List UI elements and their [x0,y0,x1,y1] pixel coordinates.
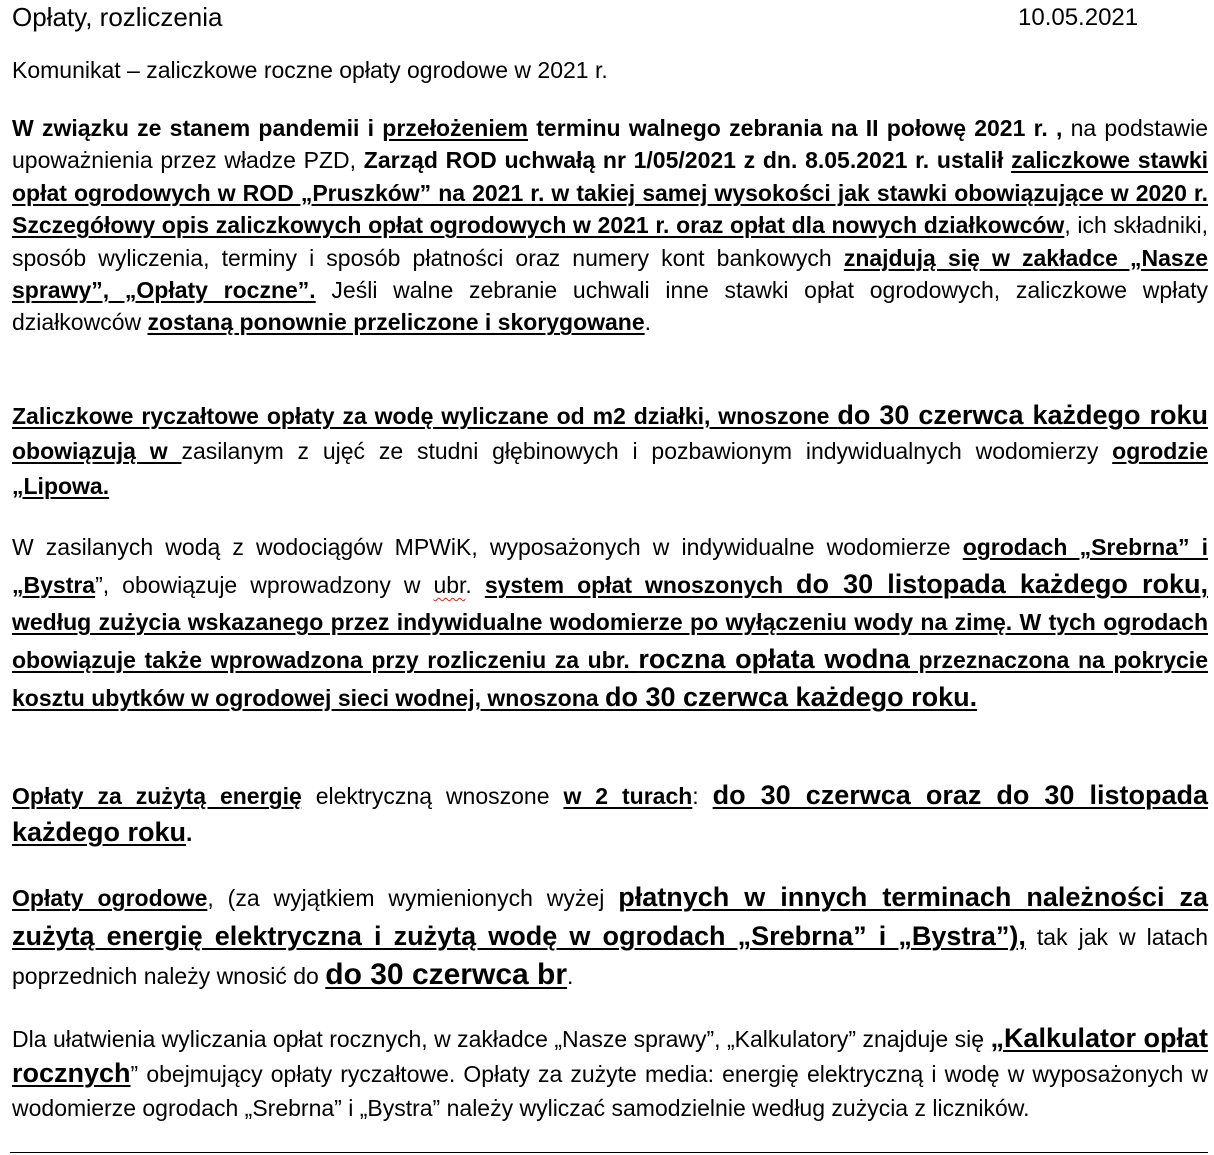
text-run: Jeśli walne zebranie uchwali inne stawki opłat ogrodowych, zaliczkowe wpłaty działkowców [12,277,1209,336]
text-run: . [567,963,574,989]
text-run: ”, obowiązuje wprowadzony w [95,572,434,598]
text-run: elektryczną wnoszone [301,783,564,809]
announcement-subtitle: Komunikat – zaliczkowe roczne opłaty ogrodowe w 2021 r. [12,57,608,83]
paragraph-water-lipowa [12,398,1208,504]
text-run: do 30 czerwca br [325,958,568,991]
text-run: W związku ze stanem pandemii i [12,115,383,141]
text-run: Opłaty za zużytą energię [12,783,302,809]
paragraph-garden-fees [12,878,1208,995]
text-run: Zarząd ROD uchwałą nr 1/05/2021 z dn. 8.05.2021 r. ustalił [363,147,1004,174]
text-run: zostaną ponownie przeliczone i skorygowane [147,309,645,336]
text-run: do 30 czerwca każdego roku. [604,682,978,712]
publication-date: 10.05.2021 [1018,4,1139,31]
text-run: w 2 turach [563,783,693,809]
text-run: : [692,783,713,809]
text-run: ogrodzie „Lipowa. [12,438,1209,499]
paragraph-pandemic-rates [12,112,1208,339]
text-run: system opłat wnoszonych [484,572,797,598]
paragraph-calculator [12,1021,1208,1125]
text-run: według zużycia wskazanego przez indywidualne wodomierze po wyłączeniu wody na zimę. W tych ogrodach obowiązuje także wprowadzona przy rozliczeniu za ubr. [12,609,1208,673]
text-run: znajdują się w zakładce „Nasze sprawy”, „Opłaty roczne”. [12,244,1208,304]
text-run: do 30 listopada każdego roku, [796,569,1208,599]
text-run: W zasilanych wodą z wodociągów MPWiK, wyposażonych w indywidualne wodomierze [12,534,963,560]
paragraph-electricity [12,777,1208,851]
paragraph-water-srebrna-bystra [12,529,1208,717]
page-title: Opłaty, rozliczenia [12,2,223,32]
text-run: na podstawie upoważnienia przez władze PZD, [12,115,1209,174]
text-run: ” obejmujący opłaty ryczałtowe. Opłaty za zużyte media: energię elektryczną i wodę w wyposażonych w wodomierze ogrodach „Srebrna” i „Bystra” należy wyliczać samodzielnie według zużycia z liczników. [12,1061,1208,1121]
text-run: przełożeniem [382,115,528,141]
text-run: tak jak w latach poprzednich należy wnosić do [12,924,1208,989]
text-run: . [186,820,193,846]
text-run: zaliczkowe stawki opłat ogrodowych w ROD „Pruszków” na 2021 r. w takiej samej wysokości jak stawki obowiązujące w 2020 r. Szczegółowy opis zaliczkowych opłat ogrodowych w 2021 r. oraz opłat dla nowych działkowców [12,147,1209,239]
text-run: Opłaty ogrodowe [12,885,208,911]
text-run: obowiązują w [12,438,182,464]
text-run: „Kalkulator opłat rocznych [12,1023,1209,1088]
text-run: zasilanym z ujęć ze studni głębinowych i pozbawionym indywidualnych wodomierzy [181,438,1113,464]
page-bottom-border [10,1152,1208,1153]
text-run: terminu walnego zebrania na II połowę 2021 r. , [528,115,1063,141]
text-run: do 30 czerwca oraz do 30 listopada każdego roku [12,780,1209,847]
text-run: ogrodach „Srebrna” i „Bystra [12,534,1209,598]
text-run: . [465,572,485,598]
text-run: Zaliczkowe ryczałtowe opłaty za wodę wyliczane od m2 działki, wnoszone [12,403,838,429]
text-run: Dla ułatwienia wyliczania opłat rocznych, w zakładce „Nasze sprawy”, „Kalkulatory” znajduje się [12,1026,991,1052]
text-run: ubr [433,572,466,598]
text-run [1003,147,1011,173]
text-run: przeznaczona na pokrycie kosztu ubytków w ogrodowej sieci wodnej, wnoszona [12,647,1208,711]
text-run: , (za wyjątkiem wymienionych wyżej [207,885,619,911]
text-run: . [644,309,652,336]
text-run: do 30 czerwca każdego roku [837,400,1208,430]
text-run: , ich składniki, sposób wyliczenia, terminy i sposób płatności oraz numery kont bankowych [12,212,1208,271]
text-run: płatnych w innych terminach należności za zużytą energię elektryczna i zużytą wodę w ogrodach „Srebrna” i „Bystra”), [12,882,1208,951]
text-run: roczna opłata wodna [638,644,910,674]
